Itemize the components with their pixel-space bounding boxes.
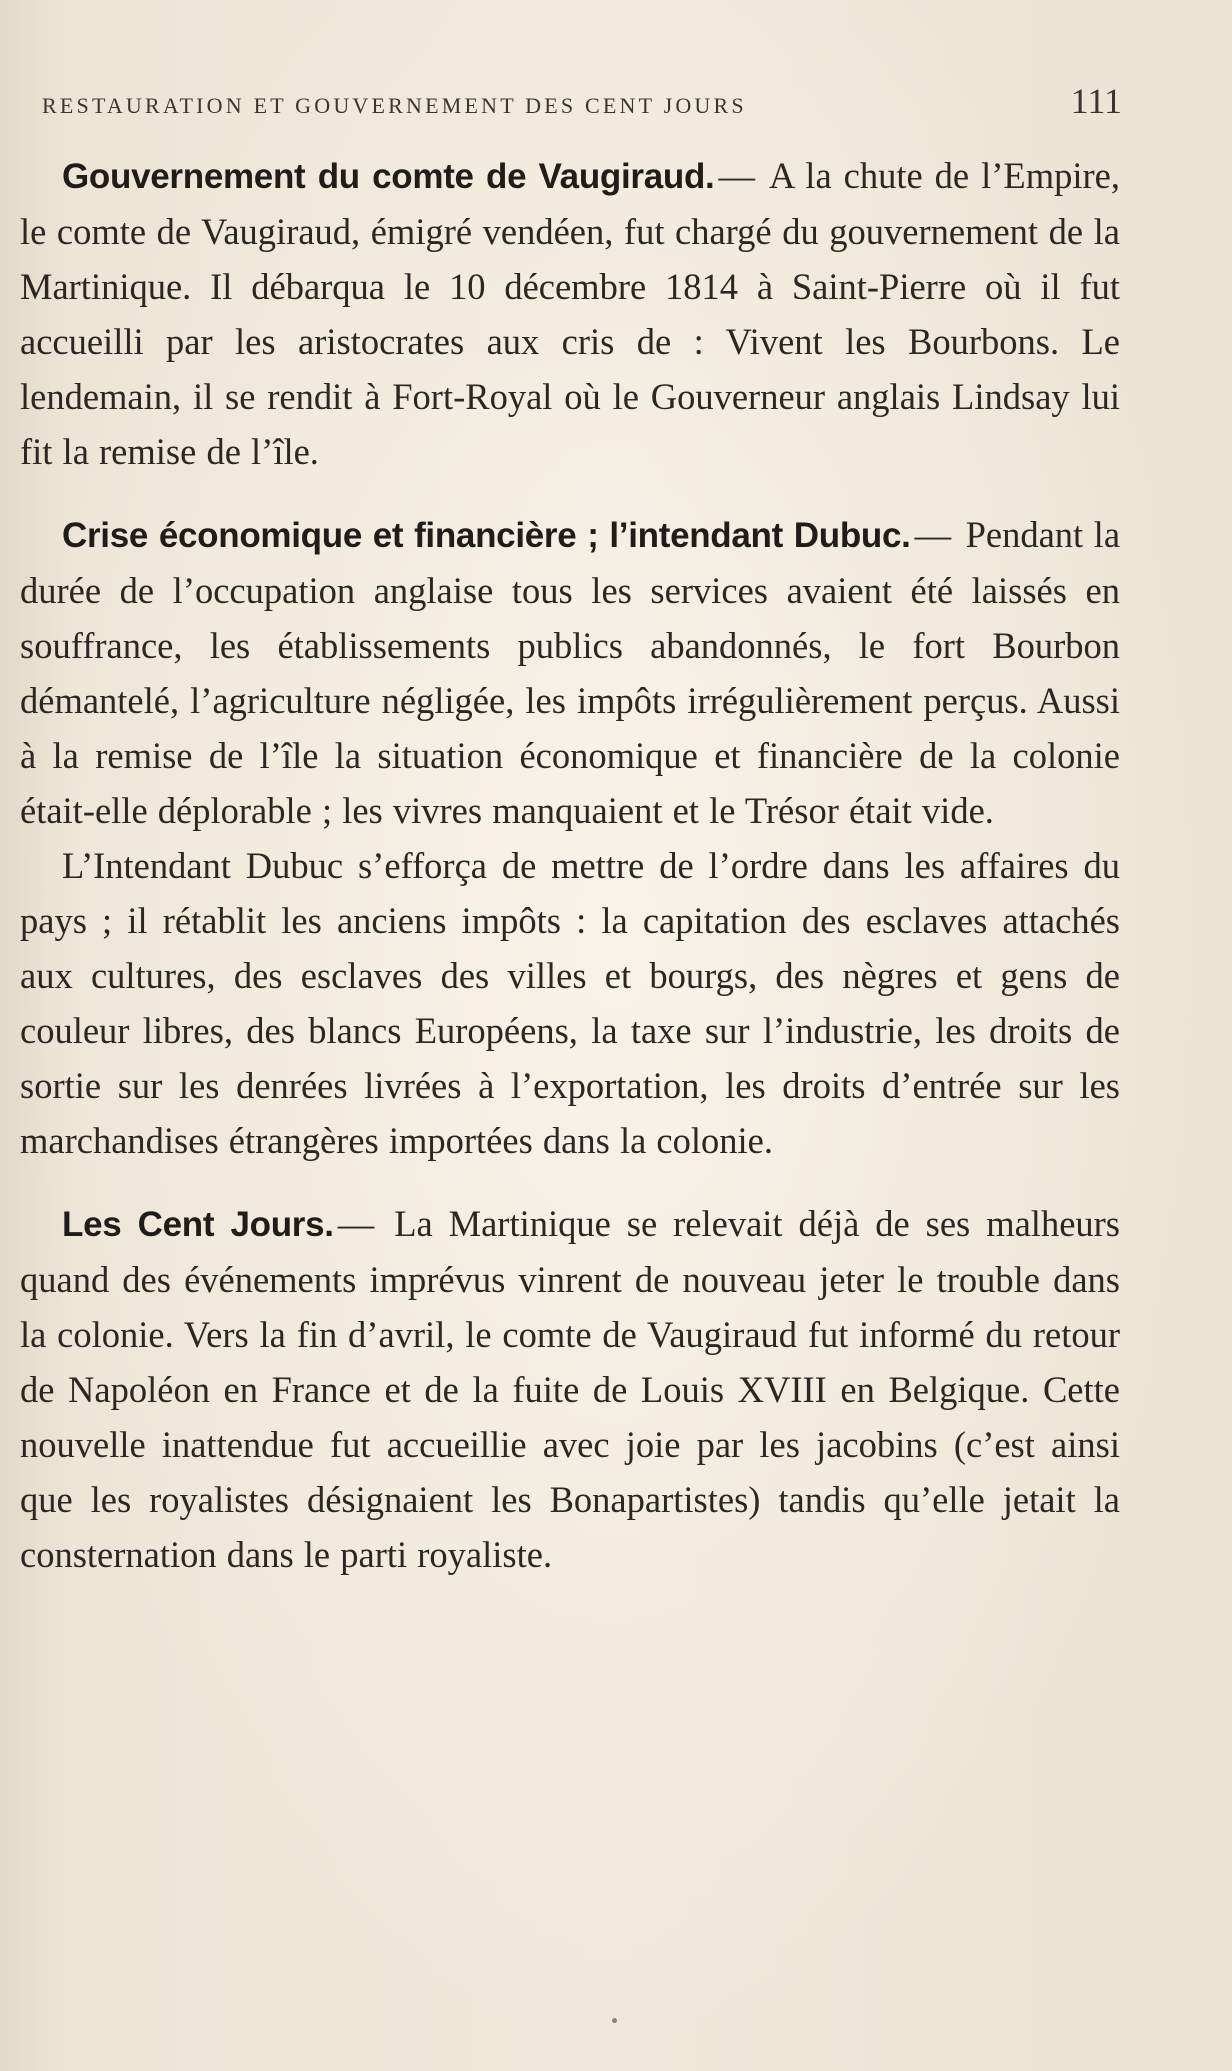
running-header	[42, 80, 1122, 122]
paragraph-text: La Martinique se relevait déjà de ses malheurs quand des événements imprévus vinrent de nouveau jeter le trouble dans la colonie. Vers la fin d’avril, le comte de Vaugiraud fut informé du retour de Napoléon en France et de la fuite de Louis XVIII en Belgique. Cette nouvelle inattendue fut accueillie avec joie par les jacobins (c’est ainsi que les royalistes désignaient les Bonapartistes) tandis qu’elle jetait la consternation dans le parti royaliste.	[20, 1203, 1121, 1575]
page-body	[20, 148, 1120, 1582]
page-number: 111	[1070, 81, 1122, 121]
paragraph	[20, 507, 1120, 838]
paragraph-text: A la chute de l’Empire, le comte de Vaugiraud, émigré vendéen, fut chargé du gouvernement de la Martinique. Il débarqua le 10 décembre 1814 à Saint-Pierre où il fut accueilli par les aristocrates aux cris de : Vivent les Bourbons. Le lendemain, il se rendit à Fort-Royal où le Gouverneur anglais Lindsay lui fit la remise de l’île.	[20, 155, 1120, 472]
em-dash: —	[718, 155, 755, 196]
paragraph	[20, 148, 1120, 479]
paragraph-text: Pendant la durée de l’occupation anglaise tous les services avaient été laissés en souffrance, les établissements publics abandonnés, le fort Bourbon démantelé, l’agriculture négligée, les impôts irrégulièrement perçus. Aussi à la remise de l’île la situation économique et financière de la colonie était-elle déplorable ; les vivres manquaient et le Trésor était vide.	[20, 514, 1121, 831]
section-heading: Gouvernement du comte de Vaugiraud.	[62, 157, 715, 196]
em-dash: —	[337, 1203, 375, 1244]
section-cent-jours	[20, 1196, 1120, 1582]
paragraph	[20, 1196, 1120, 1582]
em-dash: —	[914, 514, 952, 555]
paragraph: L’Intendant Dubuc s’efforça de mettre de l’ordre dans les affaires du pays ; il rétablit les anciens impôts : la capitation des esclaves attachés aux cultures, des esclaves des villes et bourgs, des nègres et gens de couleur libres, des blancs Européens, la taxe sur l’industrie, les droits de sortie sur les denrées livrées à l’exportation, les droits d’entrée sur les marchandises étrangères importées dans la colonie.	[20, 845, 1120, 1161]
print-speck	[612, 2018, 617, 2023]
section-vaugiraud	[20, 148, 1120, 479]
running-title: RESTAURATION ET GOUVERNEMENT DES CENT JOURS	[42, 93, 747, 118]
section-heading: Crise économique et financière ; l’intendant Dubuc.	[62, 516, 911, 555]
section-crise-economique	[20, 507, 1120, 1168]
section-heading: Les Cent Jours.	[62, 1205, 334, 1244]
